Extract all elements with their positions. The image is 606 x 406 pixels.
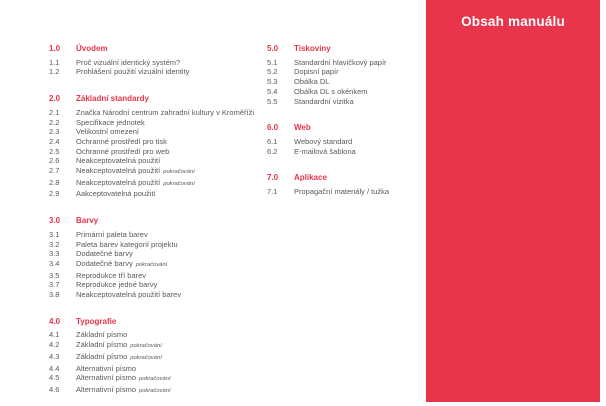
toc-item: [49, 290, 264, 300]
item-number: 5.2: [267, 67, 278, 77]
item-label: Neakceptovatelná použití pokračování: [76, 177, 195, 187]
toc-item: [267, 58, 417, 68]
toc-item: [267, 87, 417, 97]
section-title: Základní standardy: [76, 94, 149, 104]
item-label: Alternativní písmo: [76, 363, 137, 373]
item-number: 5.1: [267, 57, 278, 67]
item-label: Obálka DL: [294, 77, 330, 87]
toc-item: [49, 67, 264, 77]
continuation-label: pokračování: [139, 387, 171, 394]
toc-item: [49, 178, 264, 190]
section-number: 2.0: [49, 94, 61, 104]
item-number: 7.1: [267, 187, 278, 197]
toc-item: [49, 127, 264, 137]
item-label: Základní písmo pokračování: [76, 340, 162, 350]
section-header: [49, 216, 264, 226]
item-label: Obálka DL s okénkem: [294, 86, 368, 96]
toc-column-1: [49, 44, 264, 397]
item-number: 4.6: [49, 384, 60, 394]
section-number: 7.0: [267, 173, 279, 183]
toc-item: [267, 187, 417, 197]
toc-column-2: [267, 44, 417, 197]
item-label: Standardní hlavičkový papír: [294, 57, 387, 67]
toc-section: [49, 44, 264, 77]
item-number: 5.4: [267, 86, 278, 96]
item-number: 3.4: [49, 258, 60, 268]
item-label: E-mailová šablona: [294, 146, 356, 156]
item-label: Proč vizuální identický systém?: [76, 57, 181, 67]
toc-section: [49, 94, 264, 199]
item-number: 5.5: [267, 96, 278, 106]
toc-item: [49, 166, 264, 178]
item-label: Dodatečné barvy: [76, 249, 133, 259]
toc-item: [49, 340, 264, 352]
item-number: 4.3: [49, 351, 60, 361]
toc-item: [49, 240, 264, 250]
item-label: Velikostní omezení: [76, 127, 139, 137]
item-number: 2.8: [49, 177, 60, 187]
item-number: 3.5: [49, 270, 60, 280]
item-number: 6.1: [267, 136, 278, 146]
item-number: 3.3: [49, 249, 60, 259]
continuation-label: pokračování: [163, 180, 195, 187]
toc-item: [49, 259, 264, 271]
item-number: 1.2: [49, 67, 60, 77]
item-number: 3.2: [49, 239, 60, 249]
item-label: Neakceptovatelná použití pokračování: [76, 166, 195, 176]
section-title: Tiskoviny: [294, 44, 331, 53]
section-header: [49, 94, 264, 104]
toc-item: [49, 280, 264, 290]
item-label: Specifikace jednotek: [76, 117, 145, 127]
toc-section: [267, 44, 417, 106]
toc-item: [49, 249, 264, 259]
toc-item: [49, 352, 264, 364]
item-number: 2.7: [49, 166, 60, 176]
item-number: 4.2: [49, 340, 60, 350]
section-header: [267, 123, 417, 133]
item-label: Propagační materiály / tužka: [294, 187, 390, 197]
item-number: 4.4: [49, 363, 60, 373]
item-label: Ochranné prostředí pro web: [76, 146, 170, 156]
item-number: 2.3: [49, 127, 60, 137]
toc-section: [267, 173, 417, 196]
item-label: Ochranné prostředí pro tisk: [76, 136, 167, 146]
toc-item: [49, 58, 264, 68]
item-number: 6.2: [267, 146, 278, 156]
section-header: [49, 317, 264, 327]
item-label: Dodatečné barvy pokračování: [76, 258, 168, 268]
section-header: [267, 44, 417, 54]
item-number: 2.5: [49, 146, 60, 156]
toc-section: [267, 123, 417, 156]
section-number: 1.0: [49, 44, 61, 53]
item-label: Paleta barev kategorií projektu: [76, 239, 178, 249]
toc-item: [49, 147, 264, 157]
item-number: 2.6: [49, 156, 60, 166]
item-label: Reprodukce tří barev: [76, 270, 147, 280]
continuation-label: pokračování: [130, 354, 162, 361]
item-label: Základní písmo pokračování: [76, 351, 162, 361]
item-number: 2.1: [49, 107, 60, 117]
item-label: Alternativní písmo pokračování: [76, 384, 171, 394]
item-number: 3.7: [49, 280, 60, 290]
toc-item: [49, 118, 264, 128]
continuation-label: pokračování: [135, 261, 168, 268]
section-title: Aplikace: [294, 173, 327, 183]
toc-item: [267, 77, 417, 87]
section-title: Typografie: [76, 316, 117, 326]
toc-item: [267, 97, 417, 107]
item-label: Neakceptovatelná použití barev: [76, 290, 182, 300]
item-number: 5.3: [267, 77, 278, 87]
section-title: Úvodem: [76, 44, 108, 53]
toc-item: [267, 67, 417, 77]
item-number: 2.9: [49, 189, 60, 199]
item-label: Standardní vizitka: [294, 96, 354, 106]
section-number: 4.0: [49, 316, 61, 326]
item-number: 4.5: [49, 373, 60, 383]
section-title: Barvy: [76, 216, 99, 226]
continuation-label: pokračování: [139, 376, 171, 383]
item-number: 3.1: [49, 229, 60, 239]
toc-item: [49, 271, 264, 281]
continuation-label: pokračování: [163, 169, 195, 176]
toc-item: [49, 364, 264, 374]
section-header: [49, 44, 264, 54]
section-header: [267, 173, 417, 183]
toc-item: [49, 373, 264, 385]
item-label: Dopisní papír: [294, 67, 339, 77]
item-label: Prohlášení použití vizuální identity: [76, 67, 190, 77]
toc-item: [49, 137, 264, 147]
item-number: 2.2: [49, 117, 60, 127]
toc-item: [267, 137, 417, 147]
toc-section: [49, 317, 264, 397]
item-number: 1.1: [49, 57, 60, 67]
item-number: 2.4: [49, 136, 60, 146]
toc-section: [49, 216, 264, 300]
section-number: 6.0: [267, 123, 279, 133]
page-title: Obsah manuálu: [461, 14, 565, 29]
toc-item: [49, 230, 264, 240]
item-label: Primární paleta barev: [76, 229, 148, 239]
item-label: Aakceptovatelná použití: [76, 189, 156, 199]
toc-item: [49, 189, 264, 199]
toc-item: [267, 147, 417, 157]
title-panel: [426, 0, 600, 402]
continuation-label: pokračování: [130, 343, 162, 350]
item-label: Reprodukce jedné barvy: [76, 280, 158, 290]
item-label: Základní písmo: [76, 330, 128, 340]
item-label: Značka Národní centrum zahradní kultury v Kroměříži: [76, 107, 254, 117]
item-label: Alternativní písmo pokračování: [76, 373, 171, 383]
section-number: 3.0: [49, 216, 61, 226]
section-number: 5.0: [267, 44, 279, 53]
toc-item: [49, 156, 264, 166]
item-label: Neakceptovatelná použití: [76, 156, 161, 166]
section-title: Web: [294, 123, 311, 133]
toc-item: [49, 330, 264, 340]
item-number: 3.8: [49, 290, 60, 300]
item-label: Webový standard: [294, 136, 353, 146]
item-number: 4.1: [49, 330, 60, 340]
toc-item: [49, 108, 264, 118]
toc-item: [49, 385, 264, 397]
